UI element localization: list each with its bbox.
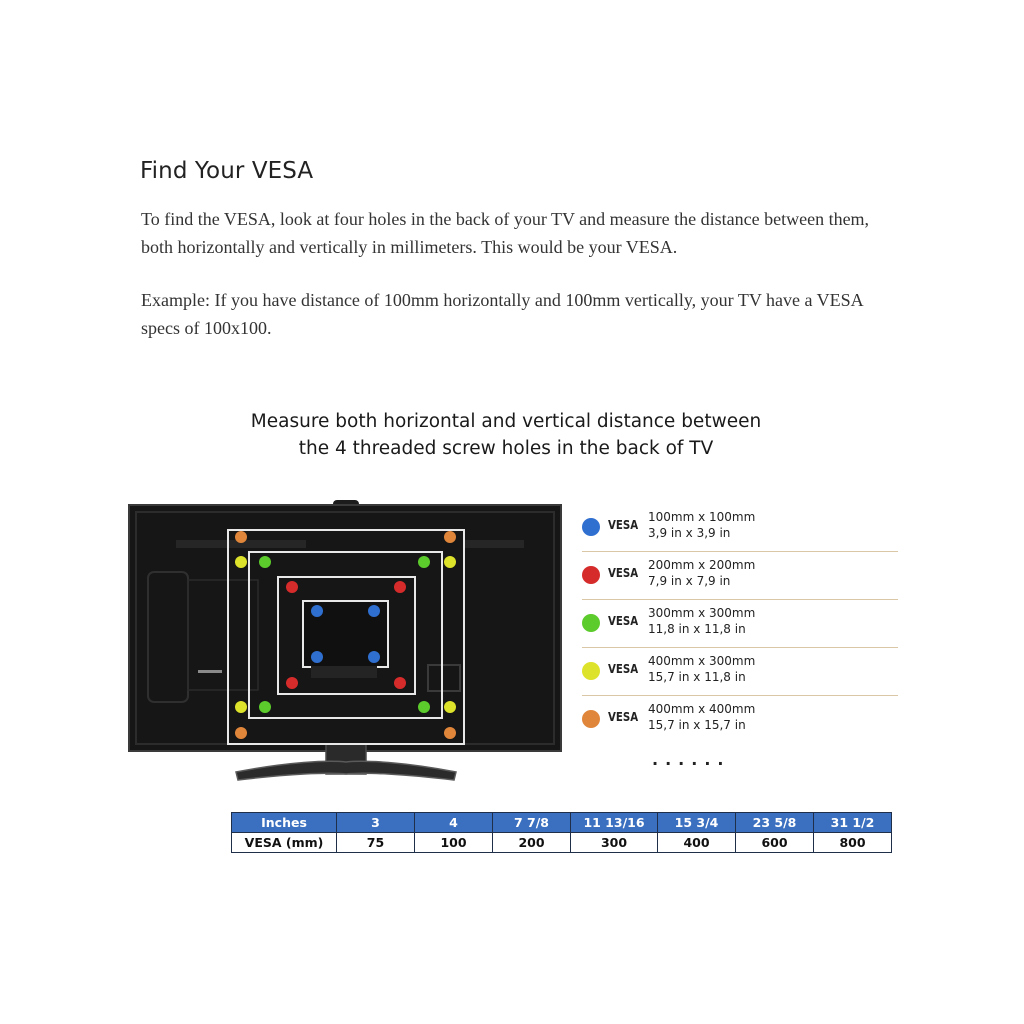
table-cell: 400	[658, 833, 736, 853]
hole-orange	[444, 727, 456, 739]
table-cell: 300	[571, 833, 658, 853]
table-cell: VESA (mm)	[232, 833, 337, 853]
port-dots	[198, 670, 222, 673]
legend-inches: 7,9 in x 7,9 in	[648, 574, 731, 588]
table-header-cell: 11 13/16	[571, 813, 658, 833]
vent-center	[311, 666, 377, 678]
legend-vesa-label: VESA	[608, 662, 639, 676]
legend-item-vesa-200	[578, 552, 898, 600]
hole-red	[286, 677, 298, 689]
stand-base	[236, 761, 456, 780]
legend-inches: 15,7 in x 15,7 in	[648, 718, 746, 732]
table-header-cell: 7 7/8	[493, 813, 571, 833]
table-cell: 100	[415, 833, 493, 853]
table-header-cell: 3	[337, 813, 415, 833]
diagram-heading	[196, 408, 816, 462]
legend-dot-green	[582, 614, 600, 632]
hole-blue	[368, 651, 380, 663]
page-title: Find Your VESA	[140, 158, 314, 184]
instruction-paragraph: To find the VESA, look at four holes in the back of your TV and measure the distance between them, both horizontally and vertically in millimeters. This would be your VESA.	[141, 209, 870, 257]
hole-yellow	[444, 701, 456, 713]
table-header-cell: Inches	[232, 813, 337, 833]
table-cell: 800	[814, 833, 892, 853]
legend-vesa-label: VESA	[608, 518, 639, 532]
table-cell: 600	[736, 833, 814, 853]
hole-blue	[311, 651, 323, 663]
legend-dot-blue	[582, 518, 600, 536]
legend-vesa-label: VESA	[608, 566, 639, 580]
legend-dot-red	[582, 566, 600, 584]
legend-dot-yellow	[582, 662, 600, 680]
legend-inches: 11,8 in x 11,8 in	[648, 622, 746, 636]
legend-mm: 400mm x 300mm	[648, 654, 756, 668]
table-header-cell: 15 3/4	[658, 813, 736, 833]
hole-yellow	[444, 556, 456, 568]
diagram-heading-line2: the 4 threaded screw holes in the back of TV	[298, 438, 714, 459]
table-row	[232, 833, 892, 853]
hole-blue	[368, 605, 380, 617]
hole-orange	[235, 727, 247, 739]
hole-blue	[311, 605, 323, 617]
legend-item-vesa-100	[578, 504, 898, 552]
hole-orange	[444, 531, 456, 543]
legend-vesa-label: VESA	[608, 614, 639, 628]
hole-red	[286, 581, 298, 593]
diagram-heading-line1: Measure both horizontal and vertical distance between	[250, 411, 762, 432]
legend-inches: 15,7 in x 11,8 in	[648, 670, 746, 684]
legend-mm: 300mm x 300mm	[648, 606, 756, 620]
vent-strip-right	[464, 540, 524, 548]
hole-orange	[235, 531, 247, 543]
table-cell: 75	[337, 833, 415, 853]
legend-item-vesa-300	[578, 600, 898, 648]
tv-back-svg	[128, 500, 564, 790]
example-paragraph: Example: If you have distance of 100mm horizontally and 100mm vertically, your TV have a VESA specs of 100x100.	[141, 290, 863, 338]
hole-red	[394, 581, 406, 593]
hole-green	[418, 556, 430, 568]
legend-mm: 400mm x 400mm	[648, 702, 756, 716]
table-header-cell: 23 5/8	[736, 813, 814, 833]
legend-mm: 100mm x 100mm	[648, 510, 756, 524]
table-cell: 200	[493, 833, 571, 853]
legend-inches: 3,9 in x 3,9 in	[648, 526, 731, 540]
table-header-cell: 31 1/2	[814, 813, 892, 833]
table-header-row	[232, 813, 892, 833]
hole-green	[259, 556, 271, 568]
hole-yellow	[235, 556, 247, 568]
legend-item-vesa-400x400	[578, 696, 898, 744]
hole-green	[259, 701, 271, 713]
legend-mm: 200mm x 200mm	[648, 558, 756, 572]
legend-more-indicator: ......	[652, 750, 731, 769]
vesa-conversion-table	[231, 812, 892, 853]
legend-vesa-label: VESA	[608, 710, 639, 724]
hole-green	[418, 701, 430, 713]
legend-item-vesa-400x300	[578, 648, 898, 696]
tv-back-illustration	[128, 500, 564, 790]
legend-dot-orange	[582, 710, 600, 728]
hole-yellow	[235, 701, 247, 713]
table-header-cell: 4	[415, 813, 493, 833]
hole-red	[394, 677, 406, 689]
